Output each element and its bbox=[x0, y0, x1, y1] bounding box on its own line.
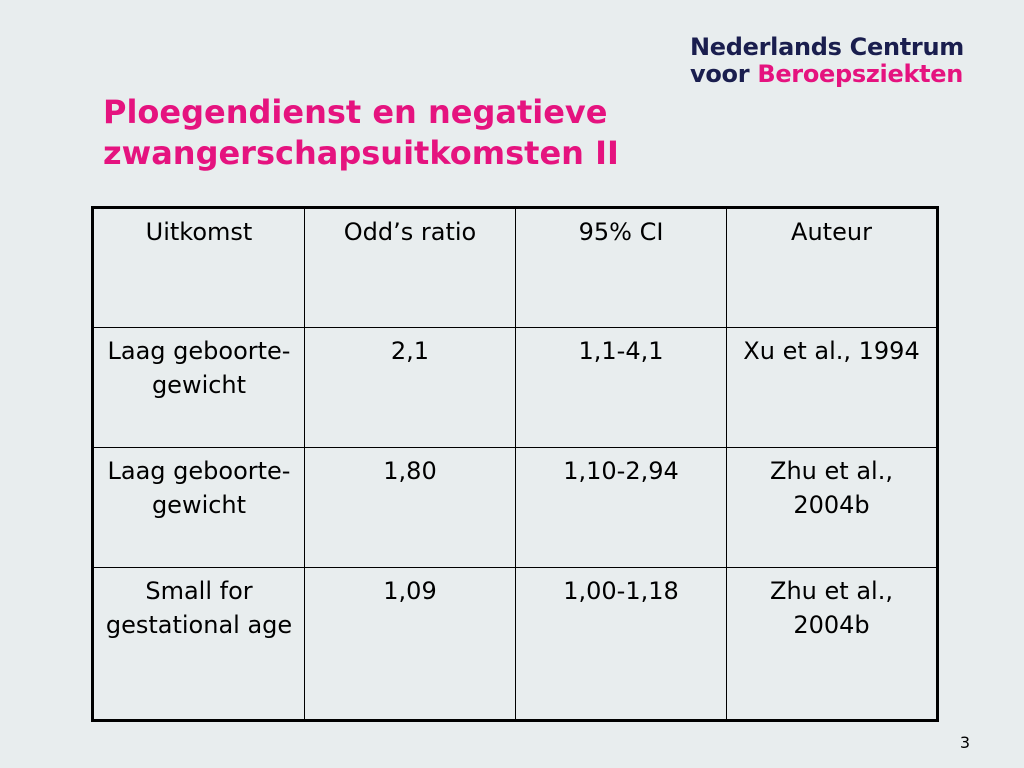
cell-uitkomst: Laag geboorte-gewicht bbox=[93, 328, 305, 448]
table-header-row bbox=[93, 208, 938, 328]
cell-auteur: Zhu et al., 2004b bbox=[727, 568, 938, 721]
header-uitkomst: Uitkomst bbox=[93, 208, 305, 328]
header-odds-ratio: Odd’s ratio bbox=[305, 208, 516, 328]
cell-auteur: Xu et al., 1994 bbox=[727, 328, 938, 448]
cell-uitkomst: Laag geboorte-gewicht bbox=[93, 448, 305, 568]
logo-accent: Beroepsziekten bbox=[757, 60, 964, 88]
page-number: 3 bbox=[959, 733, 970, 752]
cell-auteur: Zhu et al., 2004b bbox=[727, 448, 938, 568]
table-row bbox=[93, 448, 938, 568]
header-ci: 95% CI bbox=[516, 208, 727, 328]
logo-line-1: Nederlands Centrum bbox=[690, 33, 964, 61]
cell-ci: 1,1-4,1 bbox=[516, 328, 727, 448]
table-row bbox=[93, 568, 938, 721]
logo-line-2 bbox=[690, 61, 990, 88]
cell-uitkomst: Small for gestational age bbox=[93, 568, 305, 721]
slide-title-line-2: zwangerschapsuitkomsten II bbox=[103, 134, 619, 172]
organization-logo bbox=[690, 34, 990, 88]
cell-odds-ratio: 1,09 bbox=[305, 568, 516, 721]
cell-odds-ratio: 1,80 bbox=[305, 448, 516, 568]
cell-ci: 1,00-1,18 bbox=[516, 568, 727, 721]
header-auteur: Auteur bbox=[727, 208, 938, 328]
slide-title-line-1: Ploegendienst en negatieve bbox=[103, 93, 608, 131]
cell-odds-ratio: 2,1 bbox=[305, 328, 516, 448]
table-row bbox=[93, 328, 938, 448]
slide-title bbox=[103, 92, 743, 174]
logo-prefix: voor bbox=[690, 60, 750, 88]
cell-ci: 1,10-2,94 bbox=[516, 448, 727, 568]
results-table bbox=[91, 206, 939, 722]
